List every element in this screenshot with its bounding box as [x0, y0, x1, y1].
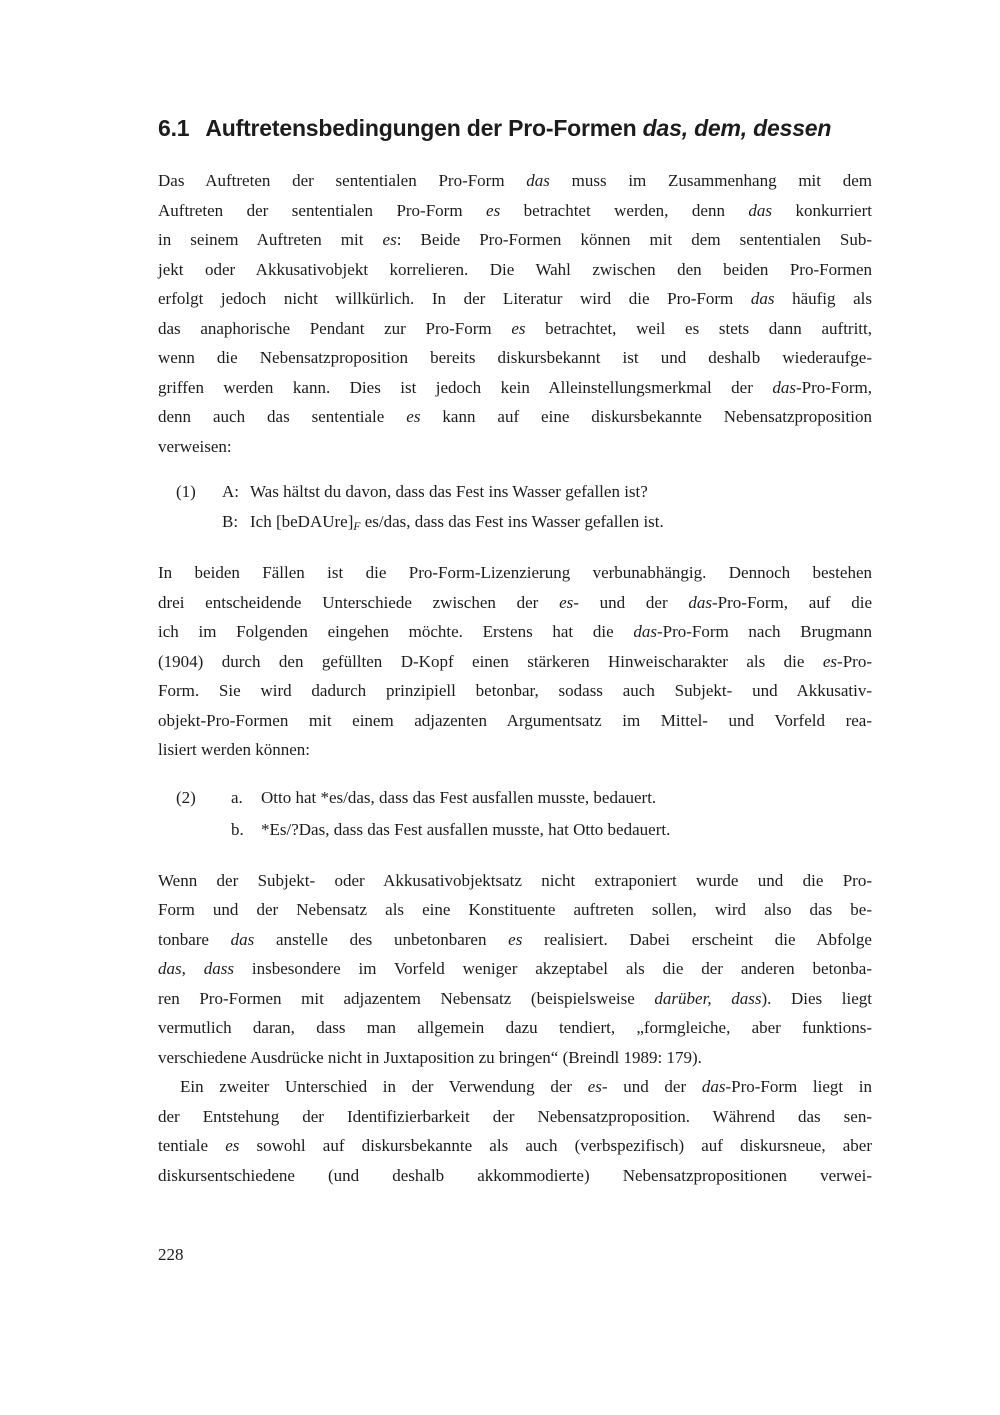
- text-segment: ren Pro-Formen mit adjazentem Nebensatz (beispielsweise: [158, 988, 655, 1008]
- italic-text: das: [701, 1077, 726, 1097]
- text-line: [158, 1043, 872, 1073]
- text-line: [158, 954, 872, 984]
- text-segment: jekt oder Akkusativobjekt korrelieren. Die Wahl zwischen den beiden Pro-Formen: [158, 259, 872, 279]
- example-item: [176, 814, 872, 846]
- italic-text: es: [559, 592, 574, 612]
- text-segment: griffen werden kann. Dies ist jedoch kein Alleinstellungsmerkmal der: [158, 377, 773, 397]
- text-segment: Ein zweiter Unterschied in der Verwendung der: [180, 1077, 588, 1097]
- text-segment: -Pro-: [837, 651, 872, 671]
- text-segment: verschiedene Ausdrücke nicht in Juxtaposition zu bringen“ (Breindl 1989: 179).: [158, 1047, 702, 1067]
- italic-text: es: [511, 318, 526, 338]
- example-number: (2): [176, 787, 196, 807]
- text-line: [158, 1131, 872, 1161]
- text-line: [158, 647, 872, 677]
- example-item-text: [250, 507, 872, 542]
- heading-title: [205, 115, 831, 141]
- text-line: [158, 558, 872, 588]
- text-segment: Was hältst du davon, dass das Fest ins Wasser gefallen ist?: [250, 482, 648, 501]
- heading-number: 6.1: [158, 115, 190, 141]
- example-number: (1): [176, 482, 196, 501]
- text-segment: Auftreten der sententialen Pro-Form: [158, 200, 487, 220]
- text-segment: muss im Zusammenhang mit dem: [549, 171, 872, 190]
- text-line: [158, 984, 872, 1014]
- text-segment: (1904) durch den gefüllten D-Kopf einen stärkeren Hinweischarakter als die: [158, 651, 823, 671]
- italic-text: es: [587, 1077, 602, 1097]
- text-line: [158, 676, 872, 706]
- text-segment: -Pro-Form, auf die: [712, 592, 872, 612]
- text-segment: - und der: [601, 1077, 702, 1097]
- text-segment: tentiale: [158, 1136, 226, 1156]
- text-segment: -Pro-Form,: [795, 377, 872, 397]
- text-column: [158, 113, 872, 1190]
- text-line: [158, 196, 872, 226]
- text-segment: es/das, dass das Fest ins Wasser gefallen ist.: [360, 512, 664, 531]
- text-segment: Das Auftreten der sententialen Pro-Form: [158, 171, 527, 190]
- text-line: [158, 588, 872, 618]
- text-segment: drei entscheidende Unterschiede zwischen der: [158, 592, 560, 612]
- text-segment: Wenn der Subjekt- oder Akkusativobjektsatz nicht extraponiert wurde und die Pro-: [158, 870, 872, 890]
- italic-text: es: [225, 1136, 240, 1156]
- text-segment: vermutlich daran, dass man allgemein dazu tendiert, „formgleiche, aber funktions-: [158, 1018, 872, 1038]
- text-segment: Auftretensbedingungen der Pro-Formen: [205, 115, 643, 141]
- text-segment: betrachtet werden, denn: [500, 200, 749, 220]
- text-segment: wenn die Nebensatzproposition bereits diskursbekannt ist und deshalb wiederaufge-: [158, 348, 872, 367]
- paragraph-1: [158, 166, 872, 461]
- text-segment: konkurriert: [772, 200, 872, 220]
- text-line: [158, 1161, 872, 1191]
- example-item: [176, 782, 872, 814]
- text-segment: In beiden Fällen ist die Pro-Form-Lizenzierung verbunabhängig. Dennoch bestehen: [158, 563, 872, 583]
- document-body: [158, 166, 872, 1190]
- italic-text: es: [486, 200, 501, 220]
- paragraph-3: [158, 866, 872, 1073]
- text-segment: erfolgt jedoch nicht willkürlich. In der Literatur wird die Pro-Form: [158, 289, 751, 308]
- text-segment: Form und der Nebensatz als eine Konstituente auftreten sollen, wird also das be-: [158, 900, 872, 920]
- italic-text: es: [406, 407, 421, 426]
- text-line: [158, 373, 872, 403]
- section-heading: [158, 113, 872, 143]
- text-segment: Ich [beDAUre]: [250, 512, 354, 531]
- text-line: [158, 343, 872, 373]
- italic-text: es: [508, 929, 523, 949]
- text-line: [158, 284, 872, 314]
- example-item: [176, 477, 872, 507]
- example-item-text: [261, 814, 872, 846]
- text-line: [158, 1013, 872, 1043]
- text-line: [158, 925, 872, 955]
- text-segment: diskursentschiedene (und deshalb akkommodierte) Nebensatzpropositionen verwei-: [158, 1165, 872, 1185]
- text-line: [158, 402, 872, 432]
- text-segment: der Entstehung der Identifizierbarkeit der Nebensatzproposition. Während das sen-: [158, 1106, 872, 1126]
- text-segment: verweisen:: [158, 436, 232, 456]
- text-segment: tonbare: [158, 929, 231, 949]
- text-segment: lisiert werden können:: [158, 740, 311, 760]
- text-segment: insbesondere im Vorfeld weniger akzeptabel als die der anderen betonba-: [234, 959, 873, 979]
- text-line: [158, 1102, 872, 1132]
- subscript-text: F: [353, 520, 361, 534]
- italic-text: das, dem, dessen: [642, 115, 832, 141]
- example-item-label: b.: [231, 819, 244, 839]
- paragraph-2: [158, 558, 872, 765]
- text-line: [158, 617, 872, 647]
- example-item-label: A:: [222, 482, 239, 501]
- text-segment: realisiert. Dabei erscheint die Abfolge: [522, 929, 872, 949]
- text-segment: das anaphorische Pendant zur Pro-Form: [158, 318, 512, 338]
- italic-text: darüber, dass: [654, 988, 762, 1008]
- text-segment: denn auch das sententiale: [158, 407, 407, 426]
- italic-text: das: [748, 200, 773, 220]
- example-item-label: B:: [222, 512, 239, 531]
- text-segment: kann auf eine diskursbekannte Nebensatzproposition: [420, 407, 872, 426]
- text-segment: : Beide Pro-Formen können mit dem sententialen Sub-: [396, 230, 873, 249]
- page-number: 228: [158, 1245, 184, 1264]
- example-item-text: [250, 477, 872, 507]
- italic-text: das: [772, 377, 796, 397]
- text-segment: Form. Sie wird dadurch prinzipiell betonbar, sodass auch Subjekt- und Akkusativ-: [158, 681, 872, 701]
- example-number: [176, 507, 222, 542]
- italic-text: das, dass: [158, 959, 234, 979]
- italic-text: es: [382, 230, 397, 249]
- example-item-label: a.: [231, 787, 243, 807]
- text-line: [158, 1072, 872, 1102]
- text-line: [158, 314, 872, 344]
- italic-text: es: [822, 651, 838, 671]
- example-item: [176, 507, 872, 542]
- text-line: [158, 735, 872, 765]
- text-segment: betrachtet, weil es stets dann auftritt,: [525, 318, 872, 338]
- example-2: [158, 782, 872, 846]
- text-segment: anstelle des unbetonbaren: [254, 929, 509, 949]
- text-segment: Otto hat *es/das, dass das Fest ausfallen musste, bedauert.: [261, 787, 657, 807]
- italic-text: das: [633, 622, 657, 642]
- text-segment: in seinem Auftreten mit: [158, 230, 383, 249]
- text-segment: - und der: [573, 592, 689, 612]
- text-segment: -Pro-Form liegt in: [725, 1077, 873, 1097]
- text-segment: -Pro-Form nach Brugmann: [656, 622, 872, 642]
- text-line: [158, 166, 872, 196]
- italic-text: das: [526, 171, 550, 190]
- italic-text: das: [230, 929, 255, 949]
- text-line: [158, 225, 872, 255]
- example-1: [158, 477, 872, 542]
- text-segment: objekt-Pro-Formen mit einem adjazenten Argumentsatz im Mittel- und Vorfeld rea-: [158, 710, 872, 730]
- text-segment: sowohl auf diskursbekannte als auch (verbspezifisch) auf diskursneue, aber: [239, 1136, 873, 1156]
- paragraph-4: [158, 1072, 872, 1190]
- text-line: [158, 255, 872, 285]
- text-line: [158, 706, 872, 736]
- italic-text: das: [750, 289, 775, 308]
- text-segment: ich im Folgenden eingehen möchte. Erstens hat die: [158, 622, 634, 642]
- text-line: [158, 432, 872, 462]
- text-line: [158, 895, 872, 925]
- text-line: [158, 866, 872, 896]
- text-segment: *Es/?Das, dass das Fest ausfallen musste, hat Otto bedauert.: [261, 819, 671, 839]
- example-item-text: [261, 782, 872, 814]
- text-segment: häufig als: [774, 289, 872, 308]
- italic-text: das: [688, 592, 712, 612]
- text-segment: ). Dies liegt: [761, 988, 872, 1008]
- example-number: [176, 814, 231, 846]
